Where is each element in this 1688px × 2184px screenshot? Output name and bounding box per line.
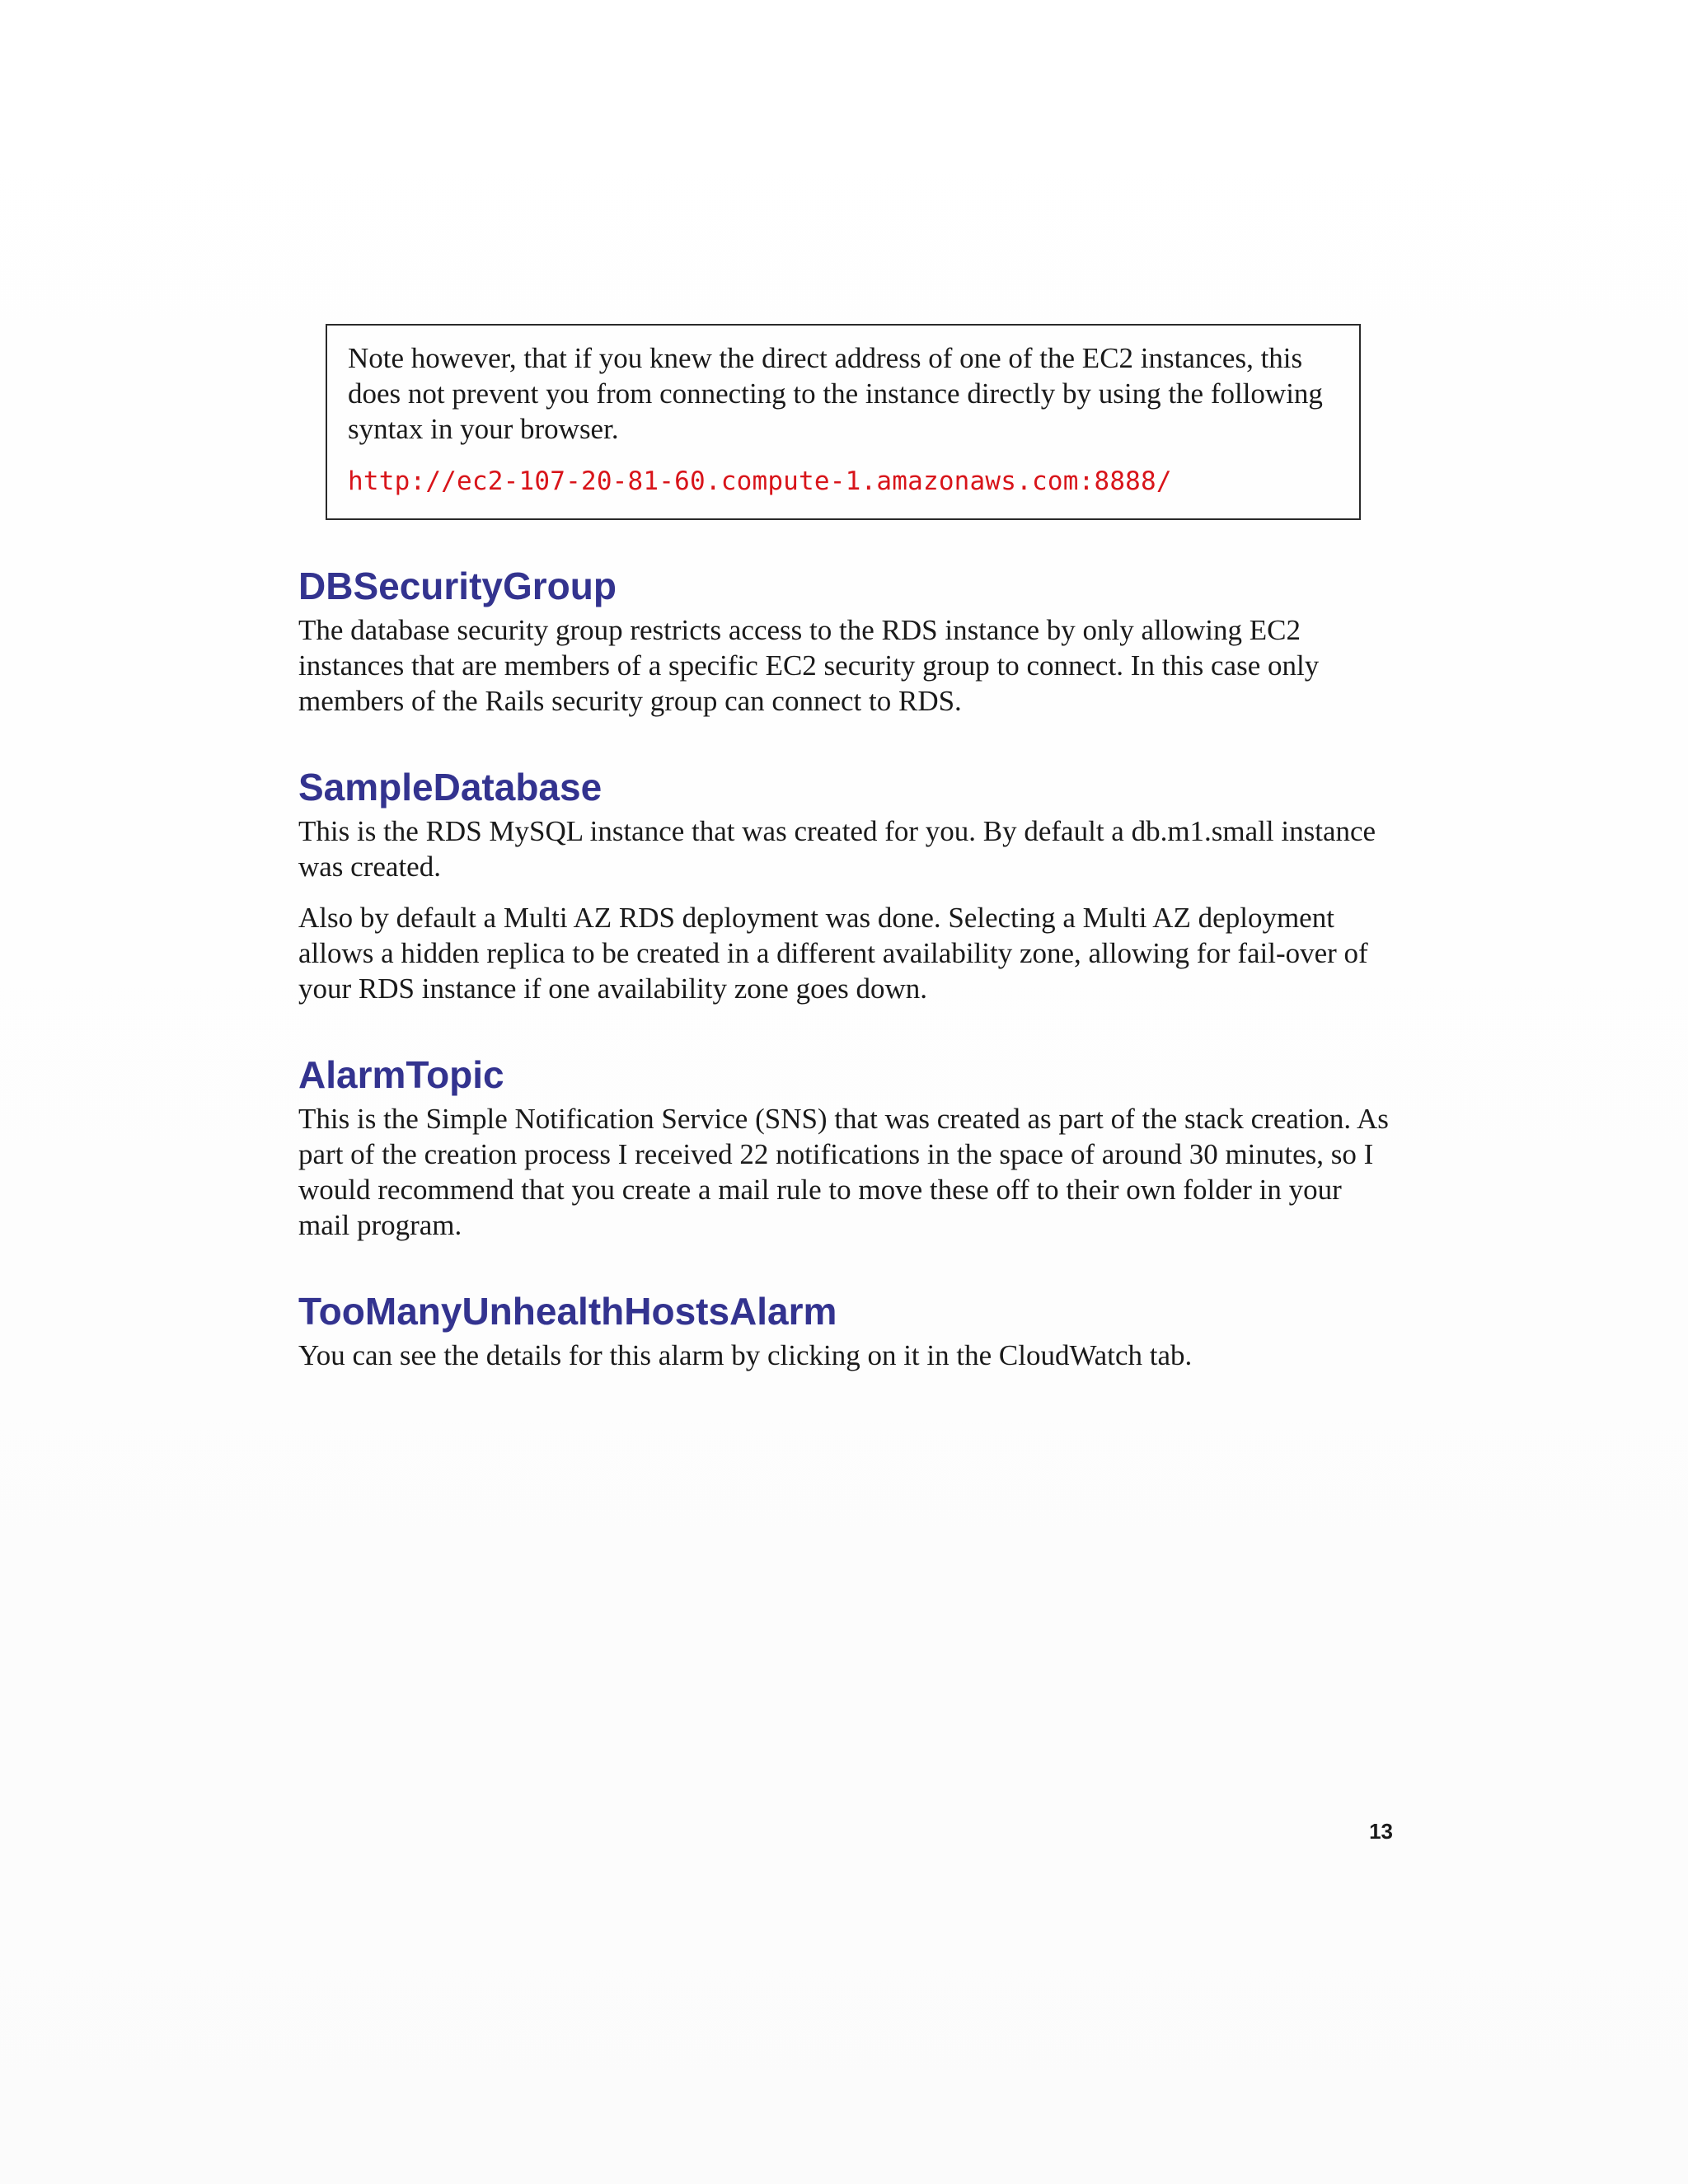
section-toomanyunhealthhostsalarm [298,1288,1395,1373]
section-dbsecuritygroup [298,563,1395,719]
section-heading: DBSecurityGroup [298,565,617,607]
note-box [326,324,1361,520]
section-heading: TooManyUnhealthHostsAlarm [298,1290,837,1333]
section-paragraph: This is the RDS MySQL instance that was created for you. By default a db.m1.small instance was created. [298,815,1376,883]
note-text: Note however, that if you knew the direct address of one of the EC2 instances, this does not prevent you from connecting to the instance directly by using the following syntax in your browser. [348,342,1323,445]
section-paragraph: You can see the details for this alarm by clicking on it in the CloudWatch tab. [298,1339,1193,1371]
section-paragraph: Also by default a Multi AZ RDS deployment was done. Selecting a Multi AZ deployment allows a hidden replica to be created in a different availability zone, allowing for fail-over of your RDS instance if one availability zone goes down. [298,902,1368,1005]
section-paragraph: The database security group restricts access to the RDS instance by only allowing EC2 instances that are members of a specific EC2 security group to connect. In this case only members of the Rails security group can connect to RDS. [298,614,1320,717]
section-sampledatabase [298,764,1395,1006]
section-heading: SampleDatabase [298,766,603,808]
section-heading: AlarmTopic [298,1053,504,1096]
note-url: http://ec2-107-20-81-60.compute-1.amazonaws.com:8888/ [348,466,1172,496]
page-number: 13 [1369,1819,1393,1844]
section-alarmtopic [298,1052,1395,1243]
section-paragraph: This is the Simple Notification Service (SNS) that was created as part of the stack creation. As part of the creation process I received 22 notifications in the space of around 30 minutes, so I would recommend that you create a mail rule to move these off to their own folder in your mail program. [298,1103,1389,1241]
